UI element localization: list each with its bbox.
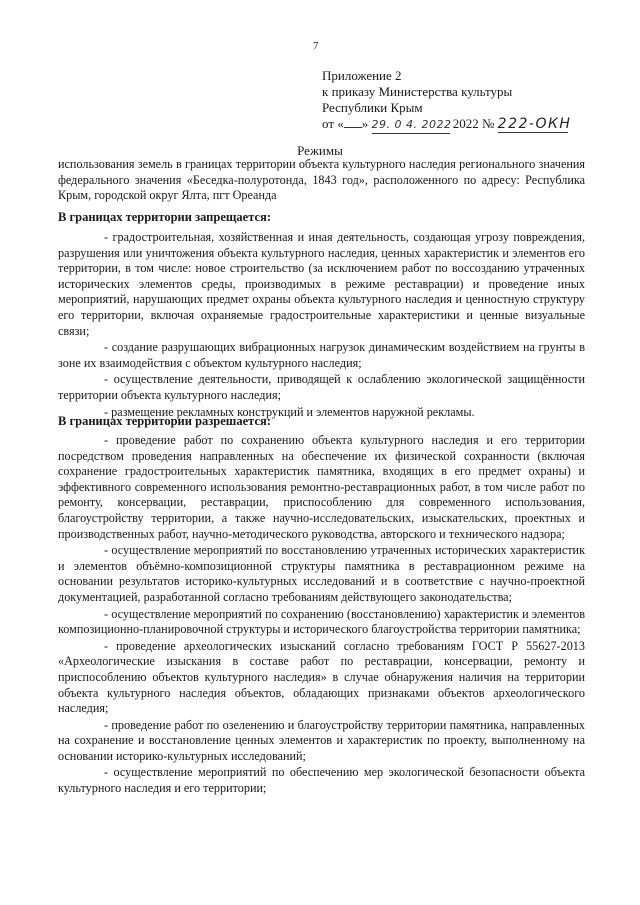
prohibited-heading: В границах территории запрещается: (58, 210, 272, 224)
handwritten-date: 29. 0 4. 2022 (371, 118, 452, 131)
permitted-item: - проведение работ по сохранению объекта культурного наследия и его территории посредством проведения направленных на обеспечение их физической сохранности (включая сохранение градостроительных характеристик памятника, входящих в его предмет охраны) и эффективного современного использования ремонтно-реставрационных работ, в том числе работ по ремонту, консервации, реставрации, приспособлению для современного использования, благоустройству территории, а также научно-исследовательских, изыскательских, проектных и производственных работ, научно-методического руководства, авторского и технического надзора; (58, 433, 585, 541)
permitted-list (58, 433, 585, 798)
appendix-ministry: Республики Крым (322, 100, 423, 115)
prohibited-list (58, 230, 585, 421)
appendix-date-number: от « » 29. 0 4. 2022 2022 № 222-ОКН (322, 116, 572, 132)
page-number: 7 (313, 40, 319, 52)
appendix-order-ref: к приказу Министерства культуры (322, 84, 513, 99)
document-title: Режимы (297, 143, 343, 158)
prohibited-item: - осуществление деятельности, приводящей к ослаблению экологической защищённости территории объекта культурного наследия; (58, 372, 585, 402)
date-blank (372, 116, 450, 134)
appendix-header (322, 68, 572, 134)
prohibited-item: - градостроительная, хозяйственная и иная деятельность, создающая угрозу повреждения, разрушения или уничтожения объекта культурного наследия, ценных характеристик и элементов его территории, в том числе: новое строительство (за исключением работ по воссозданию утраченных исторических элементов среды, производимых в режиме реставрации) и проведение иных мероприятий, нарушающих предмет охраны объекта культурного наследия и ценностную структуру его территории, включая охраняемые градостроительные характеристики и ценные визуальные связи; (58, 230, 585, 338)
permitted-item: - проведение археологических изысканий согласно требованиям ГОСТ Р 55627-2013 «Археологические изыскания в составе работ по реставрации, консервации, ремонту и приспособлению объектов культурного наследия» в случае обнаружения наличия на территории объекта культурного наследия объектов, обладающих признаками объектов археологического наследия; (58, 638, 585, 716)
permitted-heading: В границах территории разрешается: (58, 414, 271, 428)
day-blank (344, 127, 362, 128)
prohibited-item: - создание разрушающих вибрационных нагрузок динамическим воздействием на грунты в зоне их взаимодействия с объектом культурного наследия; (58, 340, 585, 370)
intro-paragraph: использования земель в границах территории объекта культурного наследия регионального значения федерального значения «Беседка-полуротонда, 1843 год», расположенного по адресу: Республика Крым, городской округ Ялта, пгт Ореанда (58, 157, 585, 203)
handwritten-number: 222-ОКН (497, 116, 572, 132)
permitted-item: - осуществление мероприятий по обеспечению мер экологической безопасности объекта культурного наследия и его территории; (58, 765, 585, 796)
number-blank (497, 116, 572, 133)
permitted-item: - осуществление мероприятий по восстановлению утраченных исторических характеристик и элементов объёмно-композиционной структуры памятника в реставрационном режиме на основании результатов историко-культурных исследований и в соответствие с научно-проектной документацией, разработанной согласно требованиям действующего законодательства; (58, 543, 585, 604)
year-text: 2022 № (452, 116, 495, 131)
prohibited-item: - размещение рекламных конструкций и элементов наружной рекламы. (104, 404, 475, 419)
date-prefix: от « (322, 116, 344, 131)
appendix-label: Приложение 2 (322, 68, 402, 83)
permitted-item: - осуществление мероприятий по сохранению (восстановлению) характеристик и элементов композиционно-планировочной структуры и исторического благоустройства территории памятника; (58, 606, 585, 637)
permitted-item: - проведение работ по озеленению и благоустройству территории памятника, направленных на сохранение и восстановление ценных элементов и характеристик по проекту, выполненному на основании историко-культурных исследований; (58, 717, 585, 763)
